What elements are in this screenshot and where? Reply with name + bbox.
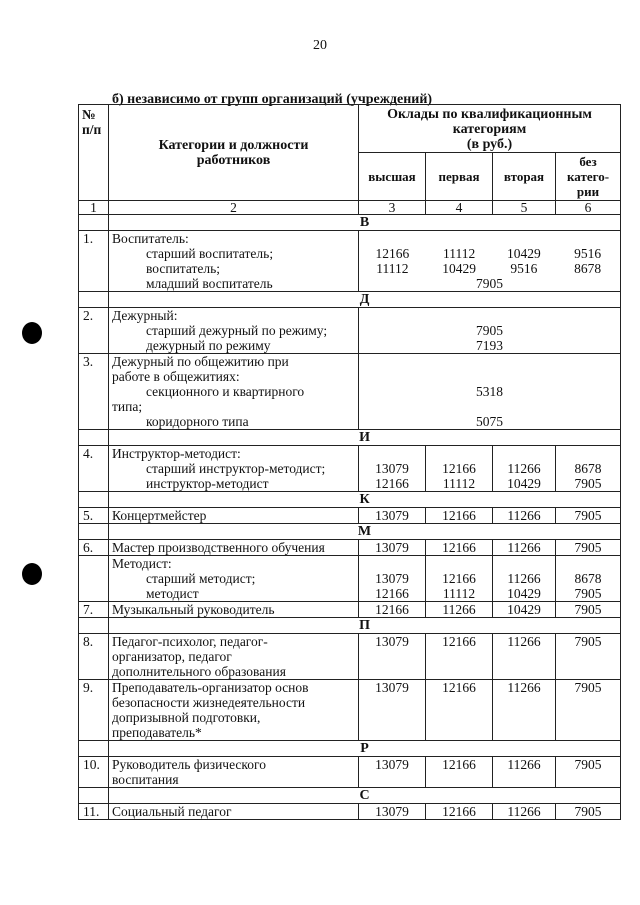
letter-row: К <box>79 492 621 508</box>
table-row: 6. Мастер производственного обучения 13079 12166 11266 7905 <box>79 540 621 556</box>
table-subtitle: б) независимо от групп организаций (учреждений) <box>112 92 433 107</box>
table-row: 7. Музыкальный руководитель 12166 11266 10429 7905 <box>79 602 621 618</box>
header-category: Категории и должности работников <box>109 105 359 201</box>
column-numbers-row: 1 2 3 4 5 6 <box>79 201 621 215</box>
header-row <box>79 105 621 153</box>
punch-hole <box>22 322 42 344</box>
table-row: 5. Концертмейстер 13079 12166 11266 7905 <box>79 508 621 524</box>
letter-row: И <box>79 430 621 446</box>
letter-row: П <box>79 618 621 634</box>
table-row: 8. Педагог-психолог, педагог- организатор, педагог дополнительного образования 13079 12166 11266 7905 <box>79 634 621 680</box>
letter-row: В <box>79 215 621 231</box>
salary-table <box>78 104 621 820</box>
punch-hole <box>22 563 42 585</box>
letter-row: С <box>79 788 621 804</box>
table-row: 9. Преподаватель-организатор основ безопасности жизнедеятельности допризывной подготовки, преподаватель* 13079 12166 11266 7905 <box>79 680 621 741</box>
table-row: 2. Дежурный: старший дежурный по режиму; дежурный по режиму 7905 7193 <box>79 308 621 354</box>
table-row: 3. Дежурный по общежитию при работе в общежитиях: секционного и квартирного типа; коридорного типа 5318 5075 <box>79 354 621 430</box>
letter-row: Р <box>79 741 621 757</box>
header-high: высшая <box>359 153 426 201</box>
table-row: 10. Руководитель физического воспитания 13079 12166 11266 7905 <box>79 757 621 788</box>
header-num: № п/п <box>79 105 109 201</box>
header-first: первая <box>426 153 493 201</box>
header-none: без катего- рии <box>556 153 621 201</box>
letter-row: Д <box>79 292 621 308</box>
table-row: Методист: старший методист; методист 13079 12166 12166 11112 11266 10429 8678 7905 <box>79 556 621 602</box>
header-second: вторая <box>493 153 556 201</box>
table-row: 4. Инструктор-методист: старший инструктор-методист; инструктор-методист 13079 12166 12166 11112 11266 10429 8678 7905 <box>79 446 621 492</box>
page-number: 20 <box>313 38 327 53</box>
letter-row: М <box>79 524 621 540</box>
table-row: 11. Социальный педагог 13079 12166 11266 7905 <box>79 804 621 820</box>
table-row: 1. Воспитатель: старший воспитатель; воспитатель; младший воспитатель 12166 11112 11112 10429 10429 9516 9516 8678 7905 <box>79 231 621 292</box>
header-salaries: Оклады по квалификационным категориям (в руб.) <box>359 105 621 153</box>
